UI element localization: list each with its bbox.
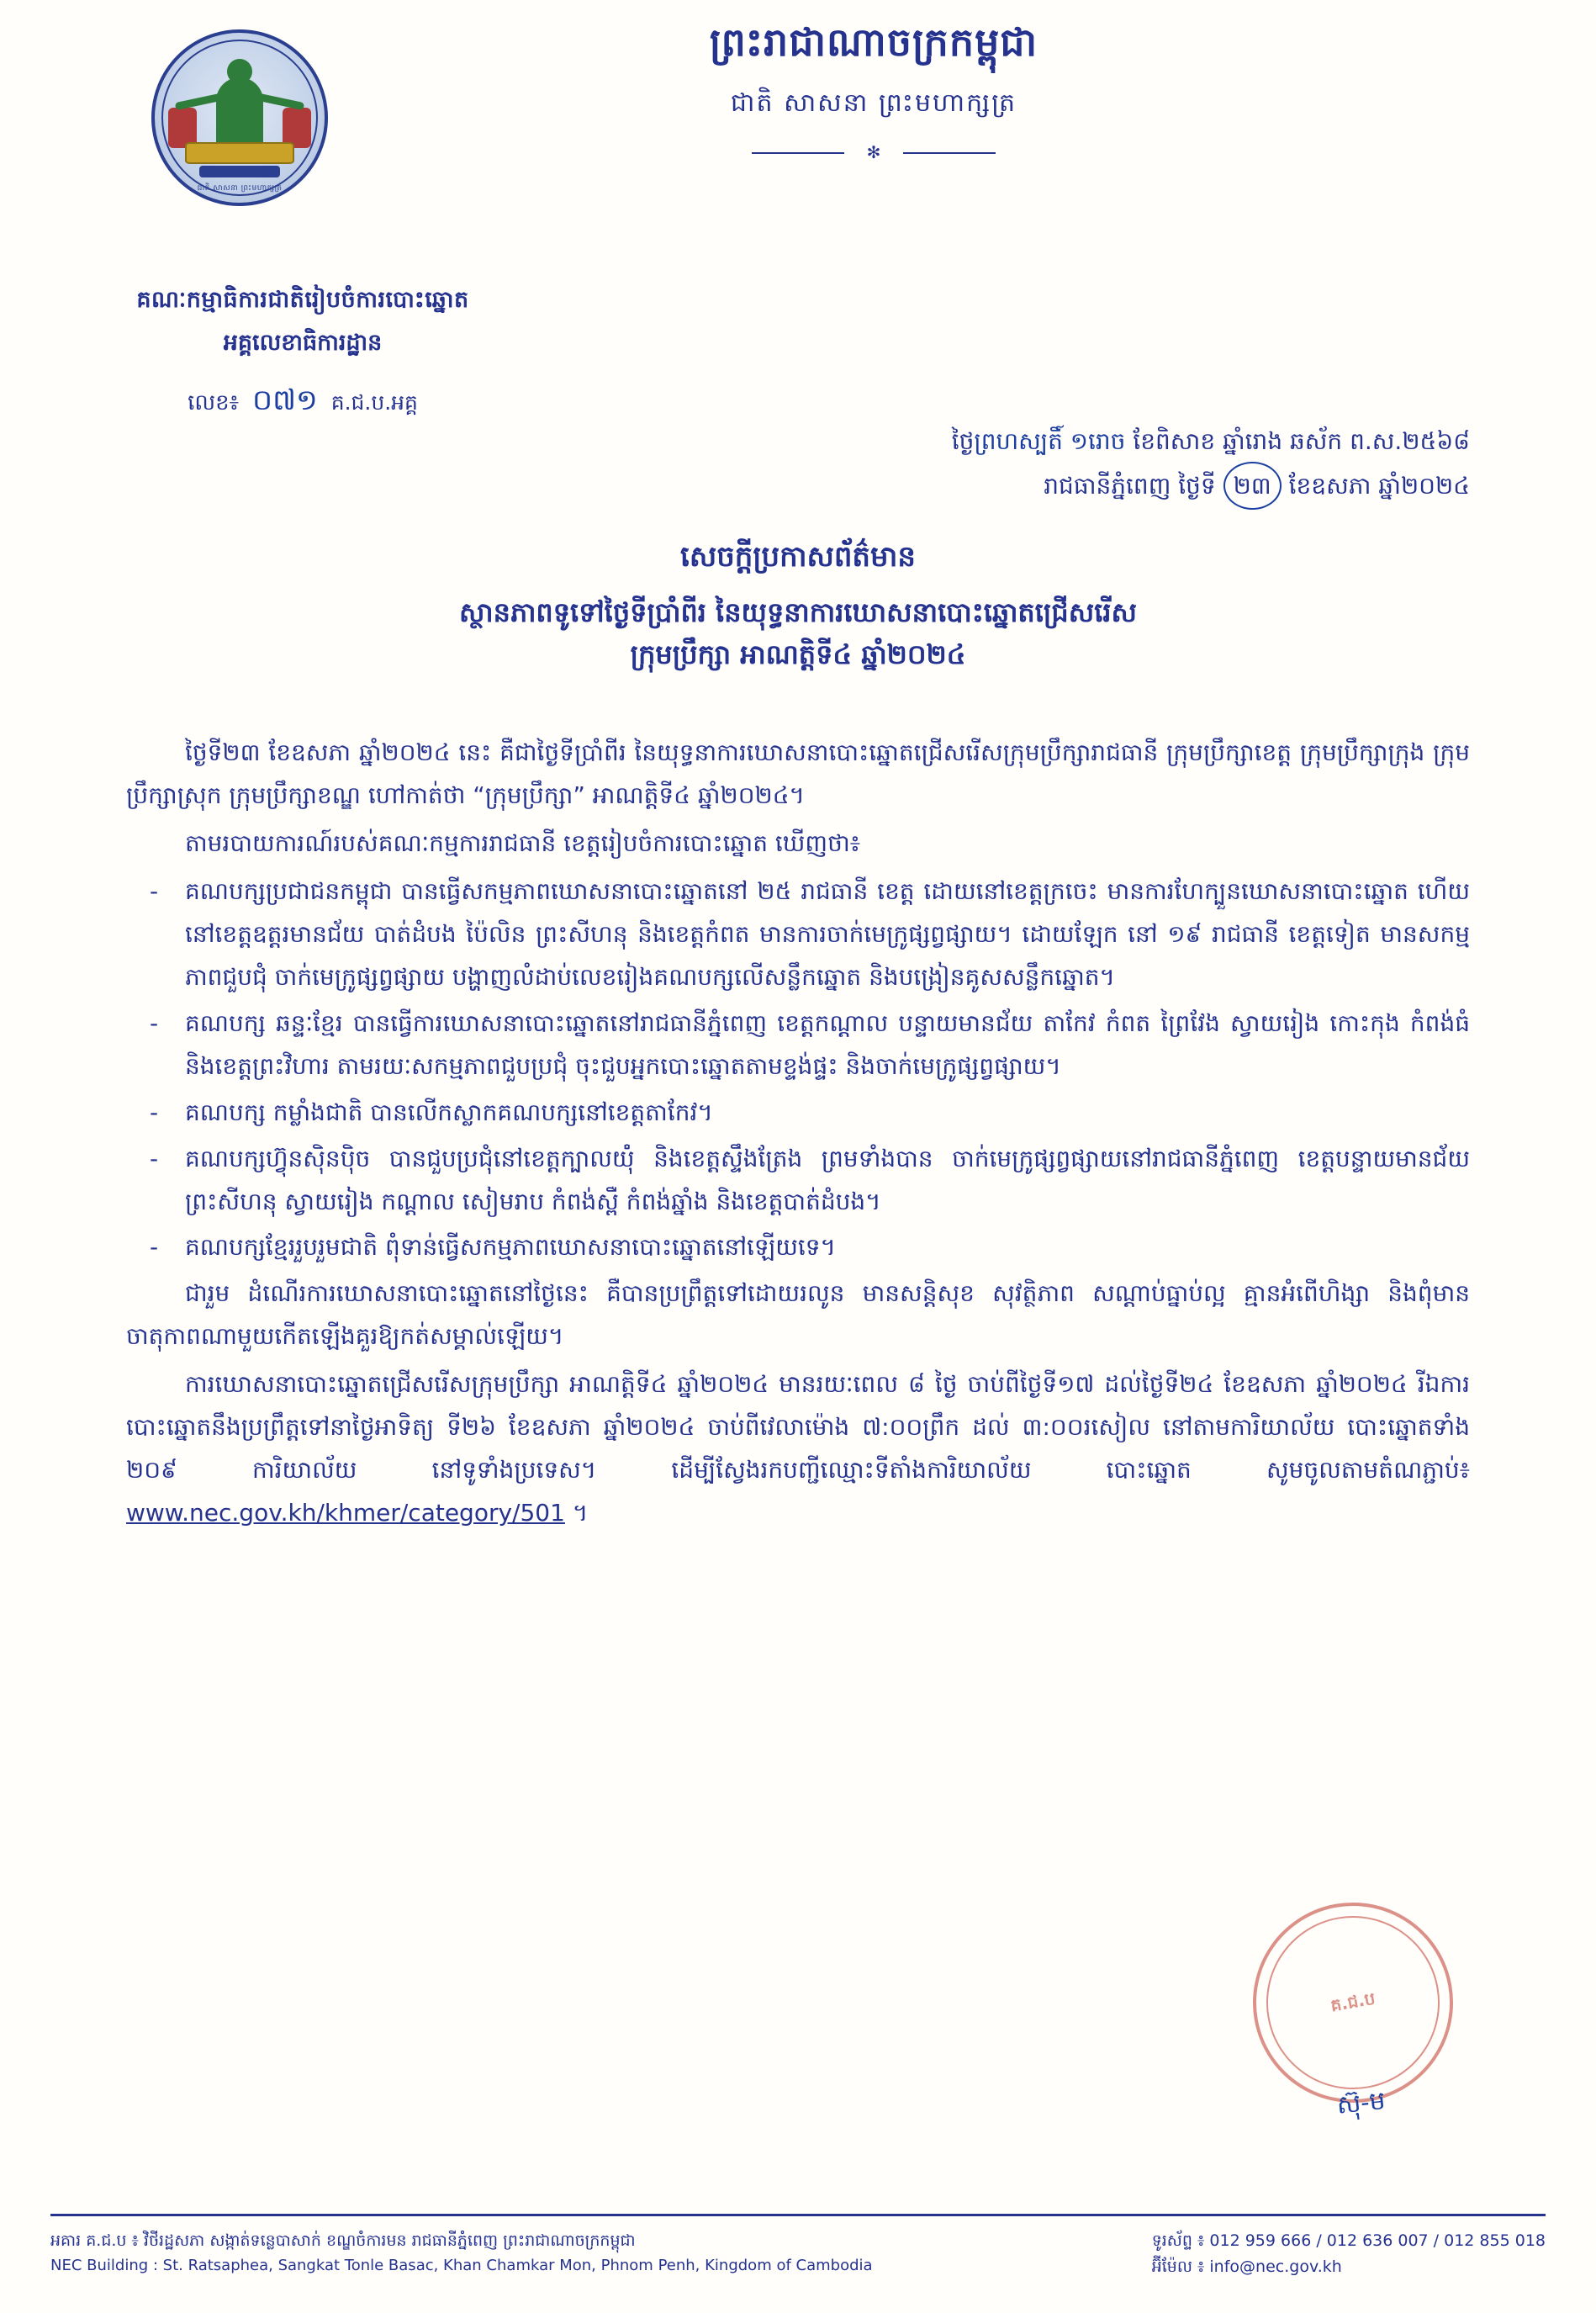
list-item: [126, 1092, 1470, 1135]
national-motto: ជាតិ សាសនា ព្រះមហាក្សត្រ: [730, 88, 1017, 118]
page-subtitle-line1: ស្ថានភាពទូទៅថ្ងៃទីប្រាំពីរ នៃយុទ្ធនាការឃោសនាបោះឆ្នោតជ្រើសរើស: [459, 596, 1137, 628]
footer-address: [50, 2228, 873, 2278]
kingdom-name: ព្រះរាជាណាចក្រកម្ពុជា: [709, 19, 1038, 65]
list-item: [126, 1226, 1470, 1269]
emblem-motto: ជាតិ សាសនា ព្រះមហាក្សត្រ: [197, 184, 283, 193]
handwritten-signature: ស៊ុ-ម: [1335, 2086, 1387, 2120]
address-khmer: អគារ គ.ជ.ប ៖ វិថីរដ្ឋសភា សង្កាត់ទន្លេបាសាក់ ខណ្ឌចំការមន រាជធានីភ្នំពេញ ព្រះរាជាណាចក្រកម្ពុជា: [50, 2231, 636, 2251]
phone-label: ទូរស័ព្ទ ៖: [1151, 2231, 1205, 2251]
list-item-text: គណបក្សប្រជាជនកម្ពុជា បានធ្វើសកម្មភាពឃោសនាបោះឆ្នោតនៅ ២៥ រាជធានី ខេត្ត ដោយនៅខេត្តក្រចេះ មានការហែក្បួនឃោសនាបោះឆ្នោត ហើយនៅខេត្តឧត្តរមានជ័យ បាត់ដំបង ប៉ៃលិន ព្រះសីហនុ និងខេត្តកំពត មានការចាក់មេក្រូផ្សព្វផ្សាយ។ ដោយឡែក នៅ ១៩ រាជធានី ខេត្តទៀត មានសកម្មភាពជួបជុំ ចាក់មេក្រូផ្សព្វផ្សាយ បង្ហាញលំដាប់លេខរៀងគណបក្សលើសន្លឹកឆ្នោត និងបង្រៀនគូសសន្លឹកឆ្នោត។: [185, 876, 1470, 991]
paragraph-summary: ជារួម ដំណើរការឃោសនាបោះឆ្នោតនៅថ្ងៃនេះ គឺបានប្រព្រឹត្តទៅដោយរលូន មានសន្តិសុខ សុវត្ថិភាព សណ្ដាប់ធ្នាប់ល្អ គ្មានអំពើហិង្សា និងពុំមានចាតុកាពណាមួយកើតឡើងគួរឱ្យកត់សម្គាល់ឡើយ។: [126, 1279, 1470, 1351]
list-item-text: គណបក្ស ឆន្ទៈខ្មែរ បានធ្វើការឃោសនាបោះឆ្នោតនៅរាជធានីភ្នំពេញ ខេត្តកណ្ដាល បន្ទាយមានជ័យ តាកែវ កំពត ព្រៃវែង ស្វាយរៀង កោះកុង កំពង់ធំ និងខេត្តព្រះវិហារ តាមរយៈសកម្មភាពជួបប្រជុំ ចុះជួបអ្នកបោះឆ្នោតតាមខ្ទង់ផ្ទះ និងចាក់មេក្រូផ្សព្វផ្សាយ។: [185, 1008, 1470, 1080]
bullet-dash-icon: -: [150, 1098, 159, 1126]
seal-text: គ.ជ.ប: [1329, 1987, 1377, 2016]
list-item: [126, 871, 1470, 999]
date-prefix: ថ្ងៃ: [951, 427, 975, 455]
emblem-base: [185, 142, 293, 164]
email-line: [1152, 2254, 1546, 2279]
official-seal-icon: [1237, 1887, 1469, 2119]
buddhist-date-line: [952, 421, 1470, 462]
phone-value: 012 959 666 / 012 636 007 / 012 855 018: [1209, 2231, 1546, 2251]
issuer-department: អគ្គលេខាធិការដ្ឋាន: [223, 330, 383, 356]
document-footer: [50, 2214, 1546, 2279]
paragraph-report-lead: តាមរបាយការណ៍របស់គណៈកម្មការរាជធានី ខេត្តរៀបចំការបោះឆ្នោត ឃើញថា៖: [185, 828, 861, 857]
schedule-text-before-link: ការឃោសនាបោះឆ្នោតជ្រើសរើសក្រុមប្រឹក្សា អាណត្តិទី៤ ឆ្នាំ២០២៤ មានរយៈពេល ៨ ថ្ងៃ ចាប់ពីថ្ងៃទី១៧ ដល់ថ្ងៃទី២៤ ខែឧសភា ឆ្នាំ២០២៤ រីឯការបោះឆ្នោតនឹងប្រព្រឹត្តទៅនាថ្ងៃអាទិត្យ ទី២៦ ខែឧសភា ឆ្នាំ២០២៤ ចាប់ពីវេលាម៉ោង ៧:០០ព្រឹក ដល់ ៣:០០រសៀល នៅតាមការិយាល័យ បោះឆ្នោតទាំង ២០៩ ការិយាល័យ នៅទូទាំងប្រទេស។ ដើម្បីស្វែងរកបញ្ជីឈ្មោះទីតាំងការិយាល័យ បោះឆ្នោត សូមចូលតាមតំណភ្ជាប់៖: [126, 1370, 1470, 1485]
list-item-text: គណបក្សហ៊្វុនស៊ិនប៉ិច បានជួបប្រជុំនៅខេត្តក្បាលយ៉ុំ និងខេត្តស្ទឹងត្រែង ព្រមទាំងបាន ចាក់មេក្រូផ្សព្វផ្សាយនៅរាជធានីភ្នំពេញ ខេត្តបន្ទាយមានជ័យ ព្រះសីហនុ ស្វាយរៀង កណ្ដាល សៀមរាប កំពង់ស្ពឺ កំពង់ឆ្នាំង និងខេត្តបាត់ដំបង។: [185, 1144, 1470, 1215]
email-value[interactable]: info@nec.gov.kh: [1209, 2257, 1342, 2276]
footer-columns: [50, 2228, 1546, 2279]
bullet-dash-icon: -: [150, 1008, 159, 1037]
royal-emblem-icon: [151, 29, 328, 206]
issuer-organization: គណៈកម្មាធិការជាតិរៀបចំការបោះឆ្នោត: [136, 287, 469, 313]
issuer-block: [34, 286, 572, 424]
gregorian-month-year: ខែឧសភា ឆ្នាំ២០២៤: [1288, 472, 1470, 500]
divider-glyph: ✻: [866, 142, 881, 162]
nec-website-link[interactable]: www.nec.gov.kh/khmer/category/501: [126, 1499, 565, 1527]
handwritten-day-number: ២៣: [1223, 462, 1282, 510]
list-item: [126, 1003, 1470, 1088]
ornamental-divider: [752, 142, 996, 162]
document-number-value: ០៧១: [252, 384, 318, 417]
paragraph-intro: ថ្ងៃទី២៣ ខែឧសភា ឆ្នាំ២០២៤ នេះ គឺជាថ្ងៃទីប្រាំពីរ នៃយុទ្ធនាការឃោសនាបោះឆ្នោតជ្រើសរើសក្រុមប្រឹក្សារាជធានី ក្រុមប្រឹក្សាខេត្ត ក្រុមប្រឹក្សាក្រុង ក្រុមប្រឹក្សាស្រុក ក្រុមប្រឹក្សាខណ្ឌ ហៅកាត់ថា “ក្រុមប្រឹក្សា” អាណត្តិទី៤ ឆ្នាំ២០២៤។: [126, 738, 1470, 809]
list-item-text: គណបក្ស កម្លាំងជាតិ បានលើកស្លាកគណបក្សនៅខេត្តតាកែវ។: [185, 1098, 713, 1126]
page-subtitle-line2: ក្រុមប្រឹក្សា អាណត្តិទី៤ ឆ្នាំ២០២៤: [630, 638, 966, 670]
date-block: [952, 421, 1470, 510]
phone-line: [1152, 2228, 1546, 2253]
document-body: [126, 732, 1470, 1540]
email-label: អ៊ីម៉ែល ៖: [1151, 2257, 1205, 2276]
document-header: [0, 0, 1596, 252]
document-number-line: [34, 382, 572, 424]
footer-contact: [1152, 2228, 1546, 2279]
gregorian-date-line: [952, 462, 1470, 510]
paragraph-schedule: [126, 1363, 1470, 1535]
page-title: សេចក្ដីប្រកាសព័ត៌មាន: [680, 540, 916, 574]
emblem-base-lower: [199, 166, 281, 177]
bullet-dash-icon: -: [150, 876, 159, 905]
list-item: [126, 1138, 1470, 1224]
list-item-text: គណបក្សខ្មែររួបរួមជាតិ ពុំទាន់ធ្វើសកម្មភាពឃោសនាបោះឆ្នោតនៅឡើយទេ។: [185, 1233, 836, 1262]
address-english: NEC Building : St. Ratsaphea, Sangkat Tonle Basac, Khan Chamkar Mon, Phnom Penh, Kingdom of Cambodia: [50, 2256, 873, 2274]
place-and-day-prefix: រាជធានីភ្នំពេញ ថ្ងៃទី: [1044, 472, 1216, 500]
schedule-text-after-link: ។: [564, 1499, 589, 1527]
document-number-label: លេខ៖: [188, 390, 240, 415]
party-activity-list: [126, 871, 1470, 1270]
document-number-suffix: គ.ជ.ប.អគ្គ: [330, 390, 418, 415]
bullet-dash-icon: -: [150, 1233, 159, 1262]
document-title-block: [0, 538, 1596, 677]
bullet-dash-icon: -: [150, 1144, 159, 1172]
footer-divider: [50, 2214, 1546, 2216]
buddhist-date-rest: ខែពិសាខ ឆ្នាំរោង ឆស័ក ព.ស.២៥៦៨: [1133, 427, 1470, 455]
handwritten-weekday: ព្រហស្បតិ៍ ១រោច: [974, 427, 1126, 455]
